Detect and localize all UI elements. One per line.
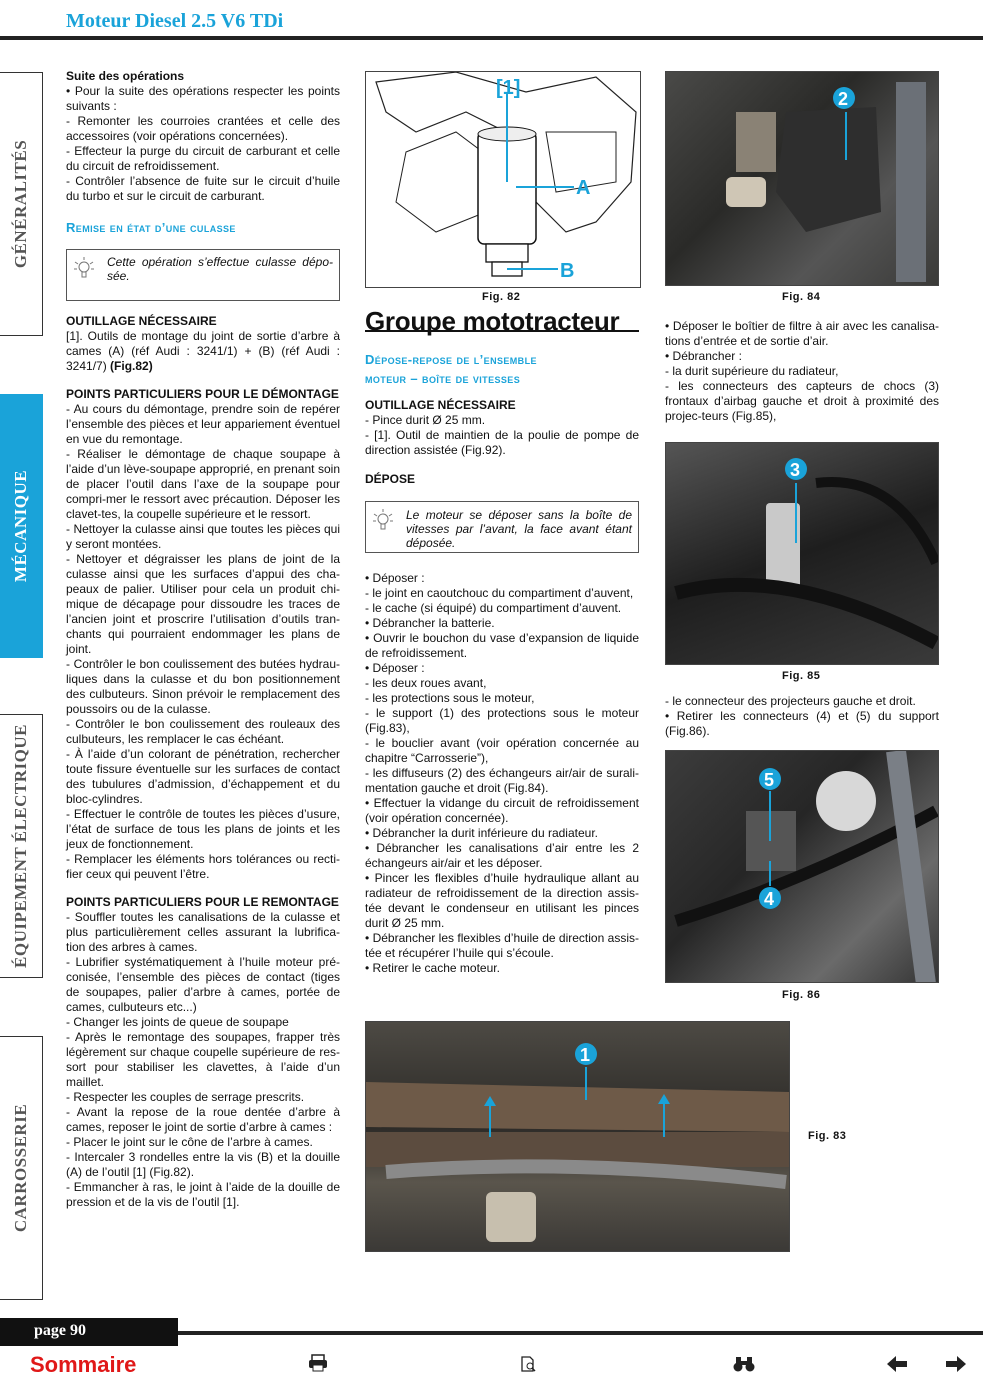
paragraph: • Déposer : — [365, 571, 425, 585]
paragraph: - les connecteurs des capteurs de chocs (3) frontaux d’airbag gauche et droit à proximité des projec-teurs (Fig.85), — [665, 379, 939, 423]
title-line: Dépose-repose de l’ensemble — [365, 352, 537, 367]
paragraph: - les protections sous le moteur, — [365, 691, 535, 705]
paragraph: - Emmancher à ras, le joint à l’aide de la douille de pression et de la vis de l’outil [1]. — [66, 1180, 340, 1209]
engine-photo — [666, 443, 939, 665]
demontage-title: POINTS PARTICULIERS POUR LE DÉMONTAGE — [66, 387, 339, 401]
paragraph: - Contrôler l’absence de fuite sur le circuit d’huile du turbo et sur le circuit de carburant. — [66, 174, 340, 203]
header-rule — [0, 36, 983, 40]
paragraph: - Contrôler le bon coulissement des butées hydrau-liques dans la culasse et du bon positionnement des culbuteurs. Sinon prévoir le remplacement des poussoirs ou de la culasse. — [66, 657, 340, 716]
column-1 — [66, 69, 340, 1210]
paragraph: - la durit supérieure du radiateur, — [665, 364, 839, 378]
remontage-title: POINTS PARTICULIERS POUR LE REMONTAGE — [66, 895, 339, 909]
column-3-mid — [665, 694, 939, 739]
fig-86-caption: Fig. 86 — [782, 989, 821, 1001]
note-text: Le moteur se déposer sans la boîte de vitesses par l’avant, la face avant étant déposée. — [406, 508, 632, 550]
paragraph: - À l’aide d’un colorant de pénétration, rechercher toute fissure éventuelle sur les surfaces de contact des tubulures d’admission, d’échappement et du bloc-cylindres. — [66, 747, 340, 806]
paragraph: - le bouclier avant (voir opération concernée au chapitre “Carrosserie”), — [365, 736, 639, 765]
paragraph: - les diffuseurs (2) des échangeurs air/air de surali-mentation gauche et droit (Fig.84). — [365, 766, 639, 795]
paragraph: - le cache (si équipé) du compartiment d’auvent. — [365, 601, 622, 615]
paragraph — [66, 329, 340, 374]
note-box — [365, 501, 639, 553]
column-3-top — [665, 319, 939, 424]
paragraph: • Débrancher la durit inférieure du radiateur. — [365, 826, 598, 840]
engine-photo — [666, 751, 939, 983]
outillage-text: [1]. Outils de montage du joint de sortie d’arbre à cames (A) (réf Audi : 3241/1) + (B) (réf Audi : 3241/7) — [66, 329, 340, 373]
suite-title: Suite des opérations — [66, 69, 185, 83]
paragraph: - le joint en caoutchouc du compartiment d’auvent, — [365, 586, 634, 600]
paragraph: - Effecteur la purge du circuit de carburant et celle du circuit de refroidissement. — [66, 144, 340, 173]
paragraph: - Après le remontage des soupapes, frapper très légèrement sur chaque coupelle supérieure de res-sort pour stabiliser les clavettes, à l’aide d’un maillet. — [66, 1030, 340, 1089]
document-icon[interactable] — [520, 1356, 536, 1377]
tab-label: CARROSSERIE — [11, 1103, 30, 1233]
paragraph: - Contrôler le bon coulissement des rouleaux des culbuteurs, les remplacer le cas échéant. — [66, 717, 340, 746]
paragraph: - les deux roues avant, — [365, 676, 487, 690]
title-line: moteur – boîte de vitesses — [365, 371, 521, 386]
page-header-title: Moteur Diesel 2.5 V6 TDi — [66, 10, 284, 32]
paragraph: - le support (1) des protections sous le moteur (Fig.83), — [365, 706, 639, 735]
paragraph: • Retirer le cache moteur. — [365, 961, 500, 975]
paragraph: • Débrancher la batterie. — [365, 616, 495, 630]
paragraph: • Débrancher les flexibles d’huile de direction assis-tée et récupérer l’huile qui s’écoule. — [365, 931, 639, 960]
paragraph: - Avant la repose de la roue dentée d’arbre à cames, reposer le joint de sortie d’arbre à cames : — [66, 1105, 340, 1134]
paragraph: - Lubrifier systématiquement à l’huile moteur pré-conisée, l’ensemble des pièces de contact (tiges de soupapes, palier d’arbre à cames, portée de cames, culbuteurs etc...) — [66, 955, 340, 1014]
tab-mecanique[interactable] — [0, 394, 43, 658]
paragraph: • Pincer les flexibles d’huile hydraulique allant au radiateur de refroidissement de la direction assis-tée devant le condenseur en utilisant les pinces durit Ø 25 mm. — [365, 871, 639, 930]
lightbulb-icon — [73, 256, 95, 282]
fig-label-3: 3 — [790, 460, 801, 480]
figure-85 — [665, 442, 939, 665]
paragraph: • Déposer le boîtier de filtre à air avec les canalisa-tions d’entrée et de sortie d’air. — [665, 319, 939, 348]
page-number: page 90 — [34, 1322, 86, 1339]
fig-label-b: B — [560, 260, 575, 282]
paragraph: • Pour la suite des opérations respecter les points suivants : — [66, 84, 340, 113]
note-text: Cette opération s’effectue culasse dépo-sée. — [107, 255, 333, 283]
paragraph: - Changer les joints de queue de soupape — [66, 1015, 289, 1029]
fig-82-caption: Fig. 82 — [482, 291, 521, 303]
paragraph: - Souffler toutes les canalisations de la culasse et plus particulièrement celles assurant la lubrifica-tion des arbres à cames. — [66, 910, 340, 954]
page-number-box — [0, 1318, 178, 1346]
arrow-right-icon[interactable] — [946, 1356, 966, 1377]
paragraph: • Retirer les connecteurs (4) et (5) du support (Fig.86). — [665, 709, 939, 738]
paragraph: - Nettoyer la culasse ainsi que toutes les pièces qui y seront montées. — [66, 522, 340, 551]
depose-steps — [365, 571, 639, 976]
binoculars-icon[interactable] — [733, 1356, 755, 1377]
arrow-left-icon[interactable] — [887, 1356, 907, 1377]
paragraph: • Débrancher : — [665, 349, 742, 363]
fig-label-2: 2 — [838, 89, 849, 109]
fig-84-caption: Fig. 84 — [782, 291, 821, 303]
paragraph: - Intercaler 3 rondelles entre la vis (B) et la douille (A) de l’outil [1] (Fig.82). — [66, 1150, 340, 1179]
paragraph: - Remplacer les éléments hors tolérances ou recti-fier ceux qui peuvent l’être. — [66, 852, 340, 881]
sommaire-link[interactable]: Sommaire — [30, 1352, 137, 1377]
paragraph: - Au cours du démontage, prendre soin de repérer l’ensemble des pièces et leur appariement éventuel en vue du remontage. — [66, 402, 340, 446]
paragraph: - [1]. Outil de maintien de la poulie de pompe de direction assistée (Fig.92). — [365, 428, 639, 457]
fig-label-4: 4 — [764, 889, 775, 909]
fig-label-tool: [1] — [496, 77, 521, 99]
column-2 — [365, 306, 639, 976]
paragraph: • Débrancher les canalisations d’air entre les 2 échangeurs air/air et les déposer. — [365, 841, 639, 870]
paragraph: • Déposer : — [365, 661, 425, 675]
engine-photo — [666, 72, 939, 286]
fig-83-caption: Fig. 83 — [808, 1130, 847, 1142]
tab-equipement-electrique[interactable] — [0, 714, 43, 978]
paragraph: - Remonter les courroies crantées et celle des accessoires (voir opérations concernées). — [66, 114, 340, 143]
tab-generalites[interactable] — [0, 72, 43, 336]
paragraph: - Pince durit Ø 25 mm. — [365, 413, 486, 427]
outillage-title: OUTILLAGE NÉCESSAIRE — [365, 398, 516, 412]
figure-84 — [665, 71, 939, 286]
paragraph: • Effectuer la vidange du circuit de refroidissement (voir opération concernée). — [365, 796, 639, 825]
tab-label: ÉQUIPEMENT ÉLECTRIQUE — [11, 724, 30, 968]
tool-illustration — [366, 72, 640, 287]
fig-label-5: 5 — [764, 770, 775, 790]
tab-label: MÉCANIQUE — [11, 469, 30, 583]
fig-label-1: 1 — [580, 1045, 591, 1065]
figure-86 — [665, 750, 939, 983]
paragraph: - Respecter les couples de serrage prescrits. — [66, 1090, 305, 1104]
paragraph: • Ouvrir le bouchon du vase d’expansion de liquide de refroidissement. — [365, 631, 639, 660]
paragraph: - Nettoyer et dégraisser les plans de joint de la culasse ainsi que les surfaces d’appui des cha-peaux de palier. Utiliser pour cela un produit chi-mique de décapage pour dissoudre les traces de l’ancien joint et proscrire l’utilisation d’outils tran-chants qui pourraient endommager les plans de joint. — [66, 552, 340, 656]
section-title-remise: Remise en état d’une culasse — [66, 220, 236, 235]
printer-icon[interactable] — [308, 1354, 328, 1377]
lightbulb-icon — [372, 508, 394, 534]
tab-carrosserie[interactable] — [0, 1036, 43, 1300]
paragraph: - Effectuer le contrôle de toutes les pièces d’usure, l’état de surface de tous les plans de joints et les jeux de fonctionnement. — [66, 807, 340, 851]
fig-85-caption: Fig. 85 — [782, 670, 821, 682]
paragraph: - Réaliser le démontage de chaque soupape à l’aide d’un lève-soupape approprié, en prenant soin de placer l’outil dans l’axe de la soupape pour compri-mer le ressort avec précaution. Déposer les clavet-tes, la coupelle supérieure et le ressort. — [66, 447, 340, 521]
depose-repose-title — [365, 350, 639, 388]
note-box — [66, 249, 340, 301]
depose-label: DÉPOSE — [365, 472, 416, 486]
paragraph: - Placer le joint sur le cône de l’arbre à cames. — [66, 1135, 313, 1149]
underbody-photo — [366, 1022, 790, 1252]
figure-82 — [365, 71, 641, 288]
fig-ref: (Fig.82) — [110, 359, 153, 373]
fig-label-a: A — [576, 177, 591, 199]
figure-83 — [365, 1021, 790, 1252]
groupe-title: Groupe mototracteur — [365, 314, 639, 332]
tab-label: GÉNÉRALITÉS — [11, 139, 30, 269]
paragraph: - le connecteur des projecteurs gauche et droit. — [665, 694, 916, 708]
outillage-title: OUTILLAGE NÉCESSAIRE — [66, 314, 217, 328]
